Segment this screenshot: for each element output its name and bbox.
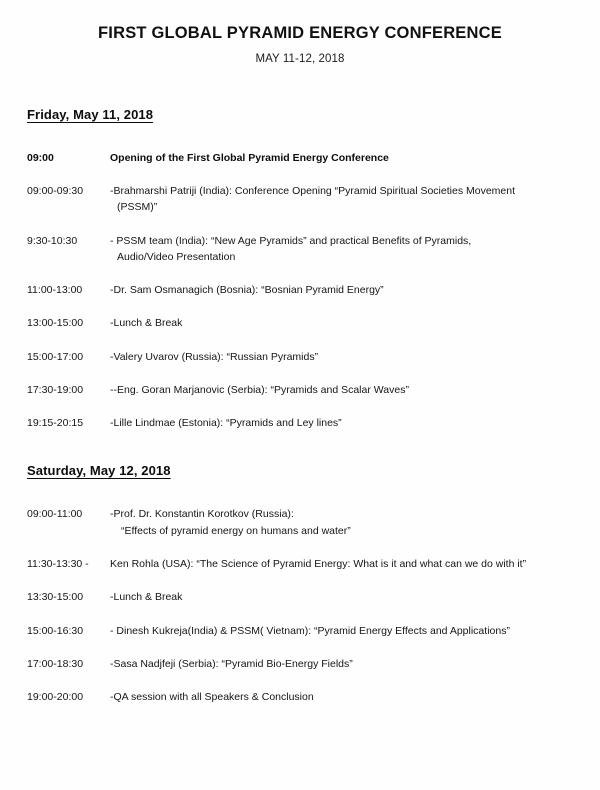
document-header: [0, 0, 600, 65]
entry-description-line: -Valery Uvarov (Russia): “Russian Pyramids”: [110, 350, 319, 363]
entry-description-line: -Lunch & Break: [110, 591, 183, 604]
schedule-entry: [27, 382, 578, 398]
entry-description: [110, 282, 578, 298]
entry-description-line: -Dr. Sam Osmanagich (Bosnia): “Bosnian Pyramid Energy”: [110, 284, 384, 297]
entry-description-continuation: “Effects of pyramid energy on humans and water”: [121, 524, 351, 537]
entry-description-line: -Prof. Dr. Konstantin Korotkov (Russia):: [110, 508, 294, 521]
entry-description: [110, 689, 578, 705]
entry-time: 13:30-15:00: [27, 591, 84, 604]
schedule-entry: [27, 506, 578, 539]
entry-description-line: Opening of the First Global Pyramid Energy Conference: [110, 151, 389, 164]
entry-description-line: --Eng. Goran Marjanovic (Serbia): “Pyramids and Scalar Waves”: [110, 383, 409, 396]
entry-description-line: -QA session with all Speakers & Conclusion: [110, 691, 314, 704]
entry-description-line: - PSSM team (India): “New Age Pyramids” and practical Benefits of Pyramids,: [110, 234, 472, 247]
entry-time: 09:00-09:30: [27, 185, 84, 198]
entry-time: 15:00-17:00: [27, 350, 84, 363]
schedule-entry: [27, 282, 578, 298]
entry-description: [110, 556, 578, 572]
entry-description: [110, 315, 578, 331]
schedule-entry: [27, 656, 578, 672]
entry-description: [110, 589, 578, 605]
page-title: FIRST GLOBAL PYRAMID ENERGY CONFERENCE: [98, 24, 502, 42]
entry-time: 09:00: [27, 151, 54, 164]
schedule-entry: [27, 415, 578, 431]
entry-time: 17:30-19:00: [27, 383, 84, 396]
day-section-friday: [27, 65, 578, 432]
entry-description: [110, 183, 578, 216]
entry-description: [110, 623, 578, 639]
schedule-entry: [27, 233, 578, 266]
entry-time: 19:15-20:15: [27, 417, 84, 430]
entry-list-friday: [27, 150, 578, 432]
entry-description-continuation: (PSSM)”: [117, 201, 158, 214]
entry-time: 13:00-15:00: [27, 317, 84, 330]
entry-description-continuation: Audio/Video Presentation: [117, 250, 236, 263]
entry-description-line: Ken Rohla (USA): “The Science of Pyramid Energy: What is it and what can we do with it”: [110, 557, 527, 570]
entry-time: 09:00-11:00: [27, 508, 83, 521]
entry-description-line: -Lunch & Break: [110, 317, 183, 330]
entry-description: [110, 349, 578, 365]
entry-description: [110, 233, 578, 266]
entry-description-line: - Dinesh Kukreja(India) & PSSM( Vietnam): “Pyramid Energy Effects and Applications”: [110, 624, 510, 637]
entry-description-line: -Lille Lindmae (Estonia): “Pyramids and Ley lines”: [110, 417, 342, 430]
entry-description: [110, 506, 578, 539]
schedule-entry: [27, 349, 578, 365]
schedule-entry: [27, 183, 578, 216]
entry-description: [110, 150, 578, 166]
schedule-body: [0, 65, 600, 706]
entry-time: 11:00-13:00: [27, 284, 83, 297]
entry-time: 15:00-16:30: [27, 624, 84, 637]
schedule-entry: [27, 689, 578, 705]
entry-description: [110, 382, 578, 398]
entry-description: [110, 415, 578, 431]
schedule-entry: [27, 315, 578, 331]
schedule-entry: [27, 623, 578, 639]
entry-time: 17:00-18:30: [27, 657, 84, 670]
page-subtitle: MAY 11-12, 2018: [255, 52, 345, 65]
entry-description: [110, 656, 578, 672]
schedule-entry: [27, 150, 578, 166]
entry-description-line: -Sasa Nadjfeji (Serbia): “Pyramid Bio-Energy Fields”: [110, 657, 353, 670]
entry-time: 9:30-10:30: [27, 234, 78, 247]
day-heading-friday: Friday, May 11, 2018: [27, 106, 154, 122]
schedule-entry: [27, 589, 578, 605]
day-section-saturday: [27, 431, 578, 705]
schedule-entry: [27, 556, 578, 572]
entry-list-saturday: [27, 506, 578, 705]
entry-time: 19:00-20:00: [27, 691, 84, 704]
entry-time: 11:30-13:30 -: [27, 557, 89, 570]
day-heading-saturday: Saturday, May 12, 2018: [27, 463, 171, 479]
entry-description-line: -Brahmarshi Patriji (India): Conference Opening “Pyramid Spiritual Societies Movement: [110, 185, 515, 198]
